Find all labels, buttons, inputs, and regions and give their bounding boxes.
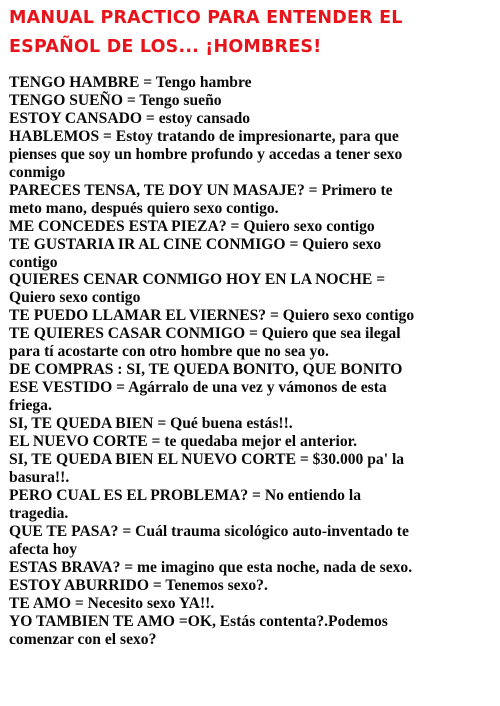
text-line: ESTOY ABURRIDO = Tenemos sexo?. bbox=[9, 576, 268, 594]
text-line: TE GUSTARIA IR AL CINE CONMIGO = Quiero sexo bbox=[9, 235, 382, 253]
text-line: comenzar con el sexo? bbox=[9, 630, 157, 648]
text-line: TENGO HAMBRE = Tengo hambre bbox=[9, 74, 252, 91]
text-line: QUIERES CENAR CONMIGO HOY EN LA NOCHE = bbox=[9, 271, 386, 289]
title-line-2: ESPAÑOL DE LOS... ¡HOMBRES! bbox=[9, 37, 322, 57]
document-title bbox=[9, 4, 489, 62]
text-line: meto mano, después quiero sexo contigo. bbox=[9, 199, 279, 217]
text-line: TE QUIERES CASAR CONMIGO = Quiero que sea ilegal bbox=[9, 325, 401, 343]
text-line: friega. bbox=[9, 397, 52, 415]
text-line: Quiero sexo contigo bbox=[9, 289, 141, 307]
text-line: YO TAMBIEN TE AMO =OK, Estás contenta?.Podemos bbox=[9, 612, 388, 630]
text-line: DE COMPRAS : SI, TE QUEDA BONITO, QUE BONITO bbox=[9, 361, 403, 379]
text-line: ESE VESTIDO = Agárralo de una vez y vámonos de esta bbox=[9, 379, 387, 397]
text-line: TE PUEDO LLAMAR EL VIERNES? = Quiero sexo contigo bbox=[9, 307, 415, 325]
text-line: ESTAS BRAVA? = me imagino que esta noche, nada de sexo. bbox=[9, 558, 413, 576]
text-line: tragedia. bbox=[9, 504, 69, 522]
text-line: QUE TE PASA? = Cuál trauma sicológico auto-inventado te bbox=[9, 522, 409, 540]
text-line: SI, TE QUEDA BIEN = Qué buena estás!!. bbox=[9, 415, 293, 433]
text-line: PERO CUAL ES EL PROBLEMA? = No entiendo la bbox=[9, 486, 361, 504]
text-line: PARECES TENSA, TE DOY UN MASAJE? = Primero te bbox=[9, 181, 393, 199]
text-line: para tí acostarte con otro hombre que no sea yo. bbox=[9, 343, 329, 361]
text-line: conmigo bbox=[9, 163, 66, 181]
title-line-1: MANUAL PRACTICO PARA ENTENDER EL bbox=[9, 8, 403, 28]
text-line: pienses que soy un hombre profundo y accedas a tener sexo bbox=[9, 145, 403, 163]
text-line: ESTOY CANSADO = estoy cansado bbox=[9, 109, 251, 127]
document-body bbox=[9, 74, 493, 649]
text-line: TENGO SUEÑO = Tengo sueño bbox=[9, 91, 222, 109]
text-line: contigo bbox=[9, 253, 58, 271]
text-line: HABLEMOS = Estoy tratando de impresionarte, para que bbox=[9, 127, 399, 145]
text-line: basura!!. bbox=[9, 468, 70, 486]
text-line: ME CONCEDES ESTA PIEZA? = Quiero sexo contigo bbox=[9, 217, 375, 235]
text-line: TE AMO = Necesito sexo YA!!. bbox=[9, 594, 215, 612]
text-line: SI, TE QUEDA BIEN EL NUEVO CORTE = $30.000 pa' la bbox=[9, 451, 405, 469]
text-line: EL NUEVO CORTE = te quedaba mejor el anterior. bbox=[9, 433, 358, 451]
text-line: afecta hoy bbox=[9, 540, 77, 558]
